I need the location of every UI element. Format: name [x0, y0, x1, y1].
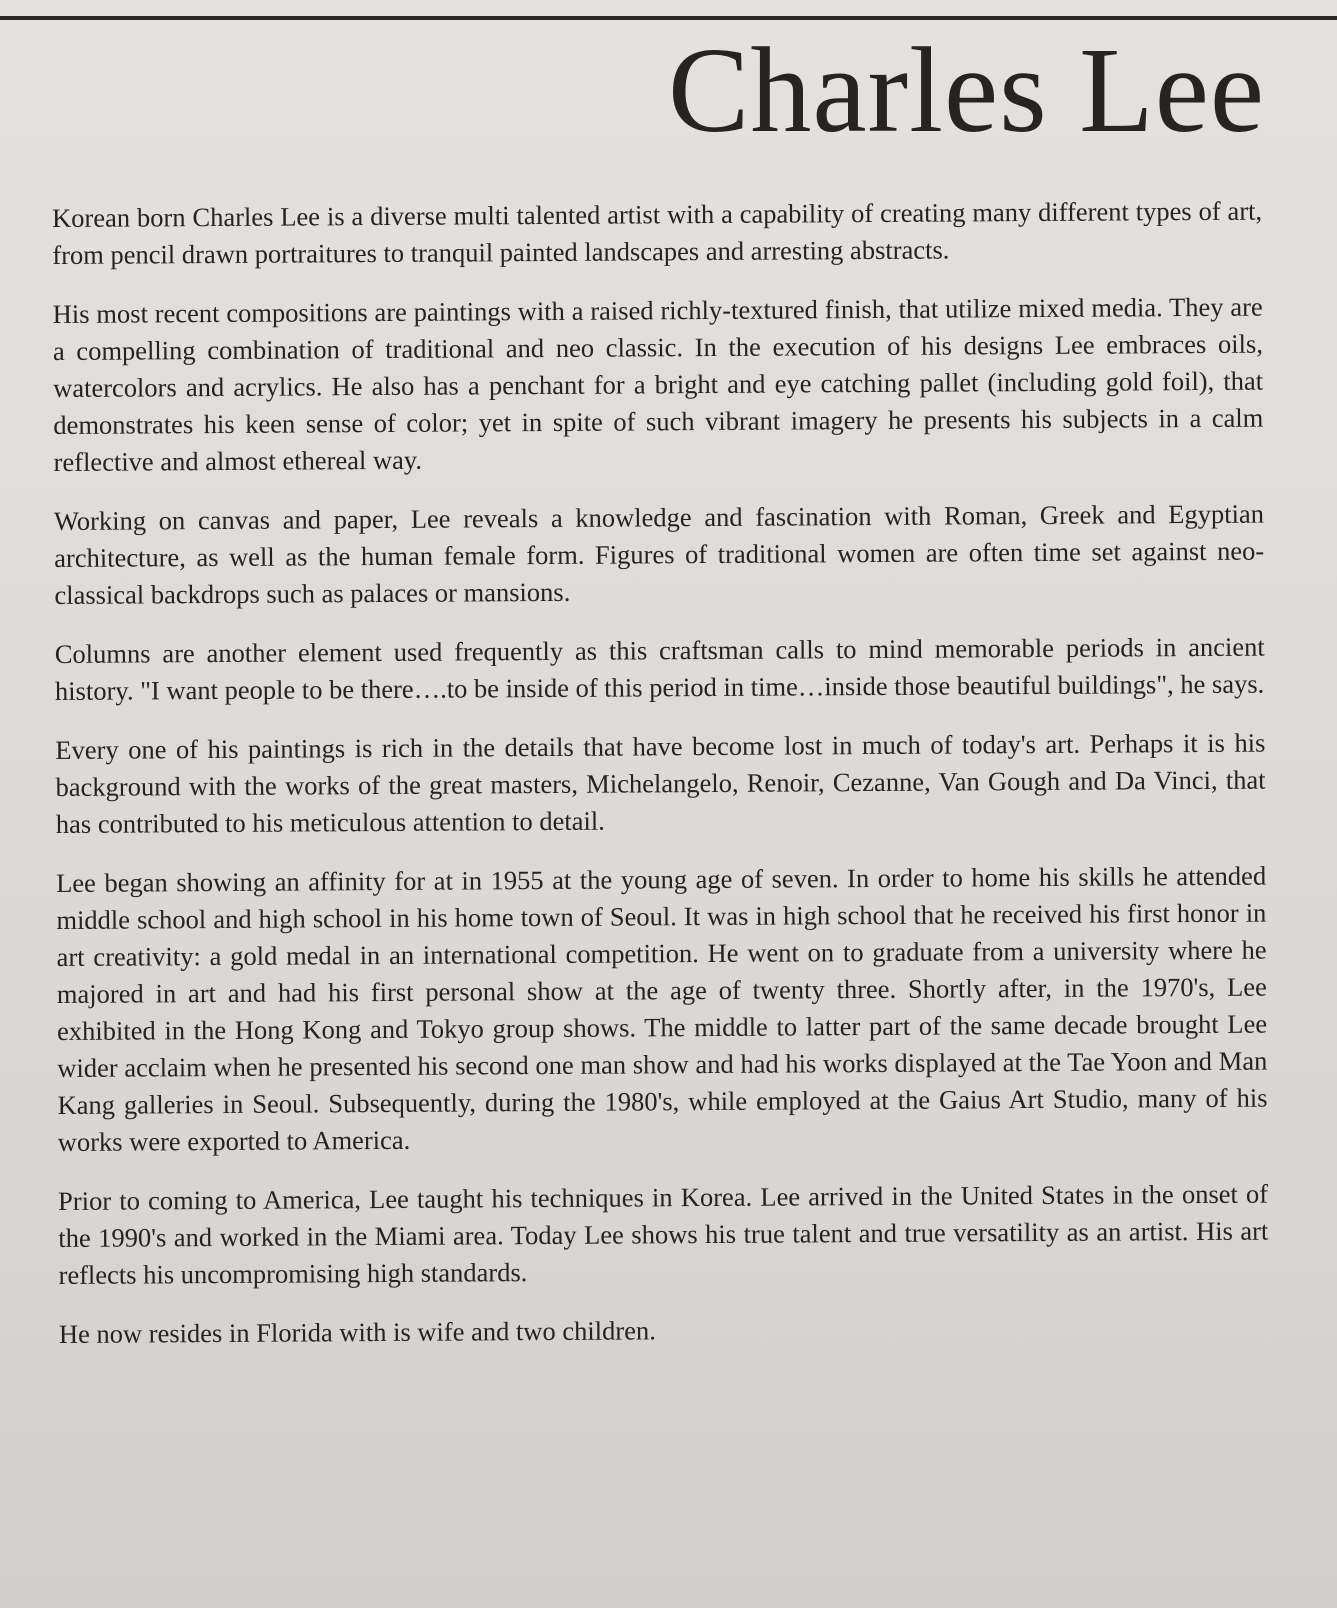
- paragraph-intro: Korean born Charles Lee is a diverse multi talented artist with a capability of creating many different types of art, from pencil drawn portraitures to tranquil painted landscapes and arresting abstracts.: [52, 195, 1263, 270]
- paragraph-america: Prior to coming to America, Lee taught his techniques in Korea. Lee arrived in the United States in the onset of the 1990's and worked in the Miami area. Today Lee shows his true talent and true versatility as an artist. His art reflects his uncompromising high standards.: [58, 1178, 1269, 1290]
- biography-body: [52, 193, 1269, 1375]
- paragraph-residence: He now resides in Florida with is wife and two children.: [58, 1315, 656, 1349]
- paragraph-history: Lee began showing an affinity for at in 1955 at the young age of seven. In order to home his skills he attended middle school and high school in his home town of Seoul. It was in high school that he received his first honor in art creativity: a gold medal in an international competition. He went on to graduate from a university where he majored in art and had his first personal show at the age of twenty three. Shortly after, in the 1970's, Lee exhibited in the Hong Kong and Tokyo group shows. The middle to latter part of the same decade brought Lee wider acclaim when he presented his second one man show and had his works displayed at the Tae Yoon and Man Kang galleries in Seoul. Subsequently, during the 1980's, while employed at the Gaius Art Studio, many of his works were exported to America.: [56, 860, 1268, 1157]
- paragraph-details: Every one of his paintings is rich in the details that have become lost in much of today's art. Perhaps it is his background with the works of the great masters, Michelangelo, Renoir, Cezanne, Van Gough and Da Vinci, that has contributed to his meticulous attention to detail.: [55, 727, 1266, 839]
- paragraph-compositions: His most recent compositions are paintings with a raised richly-textured finish, that utilize mixed media. They are a compelling combination of traditional and neo classic. In the execution of his designs Lee embraces oils, watercolors and acrylics. He also has a penchant for a bright and eye catching pallet (including gold foil), that demonstrates his keen sense of color; yet in spite of such vibrant imagery he presents his subjects in a calm reflective and almost ethereal way.: [52, 291, 1264, 477]
- paragraph-architecture: Working on canvas and paper, Lee reveals a knowledge and fascination with Roman, Greek and Egyptian architecture, as well as the human female form. Figures of traditional women are often time set against neo-classical backdrops such as palaces or mansions.: [53, 498, 1265, 610]
- paragraph-columns: Columns are another element used frequently as this craftsman calls to mind memorable periods in ancient history. "I want people to be there….to be inside of this period in time…inside those beautiful buildings", he says.: [54, 631, 1265, 706]
- top-rule: [0, 16, 1337, 20]
- page-title: Charles Lee: [668, 23, 1265, 158]
